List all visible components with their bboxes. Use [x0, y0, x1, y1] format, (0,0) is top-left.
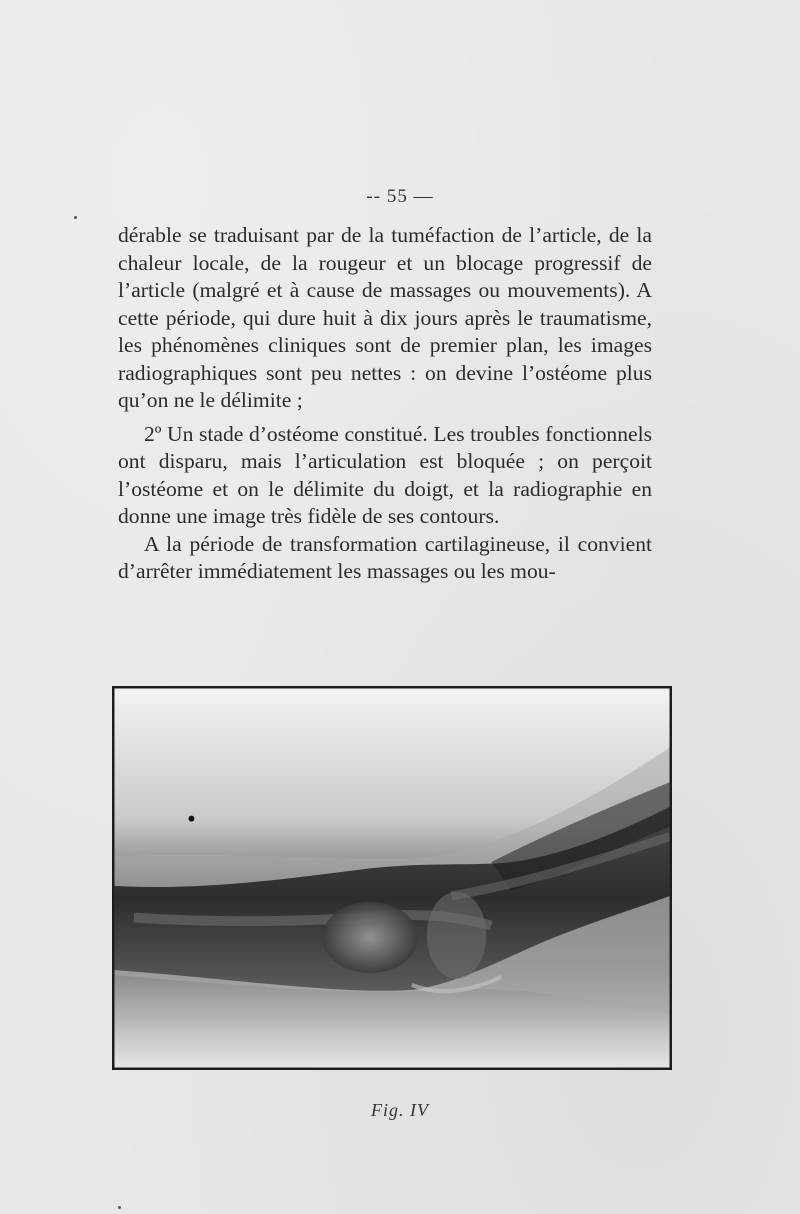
radiograph-image [114, 688, 670, 1068]
paragraph-cartilage-period: A la période de transformation cartilagineuse, il convient d’arrêter immédiatement les massages ou les mou- [118, 531, 652, 583]
print-speck [74, 216, 77, 219]
figure-caption: Fig. IV [371, 1100, 429, 1120]
paragraph-stage-two: 2º Un stade d’ostéome constitué. Les troubles fonctionnels ont disparu, mais l’articulation est bloquée ; on perçoit l’ostéome et on le délimite du doigt, et la radiographie en donne une image très fidèle de ses contours. [118, 421, 652, 528]
page-number: -- 55 — [366, 186, 434, 207]
radiograph-figure [112, 686, 672, 1070]
paragraph-continuation: dérable se traduisant par de la tuméfaction de l’article, de la chaleur locale, de la rougeur et un blocage progressif de l’article (malgré et à cause de massages ou mouvements). A cette période, qui dure huit à dix jours après le traumatisme, les phénomènes cliniques sont de premier plan, les images radiographiques sont peu nettes : on devine l’ostéome plus qu’on ne le délimite ; [118, 223, 652, 412]
print-speck [118, 1206, 121, 1209]
body-text [118, 222, 652, 586]
